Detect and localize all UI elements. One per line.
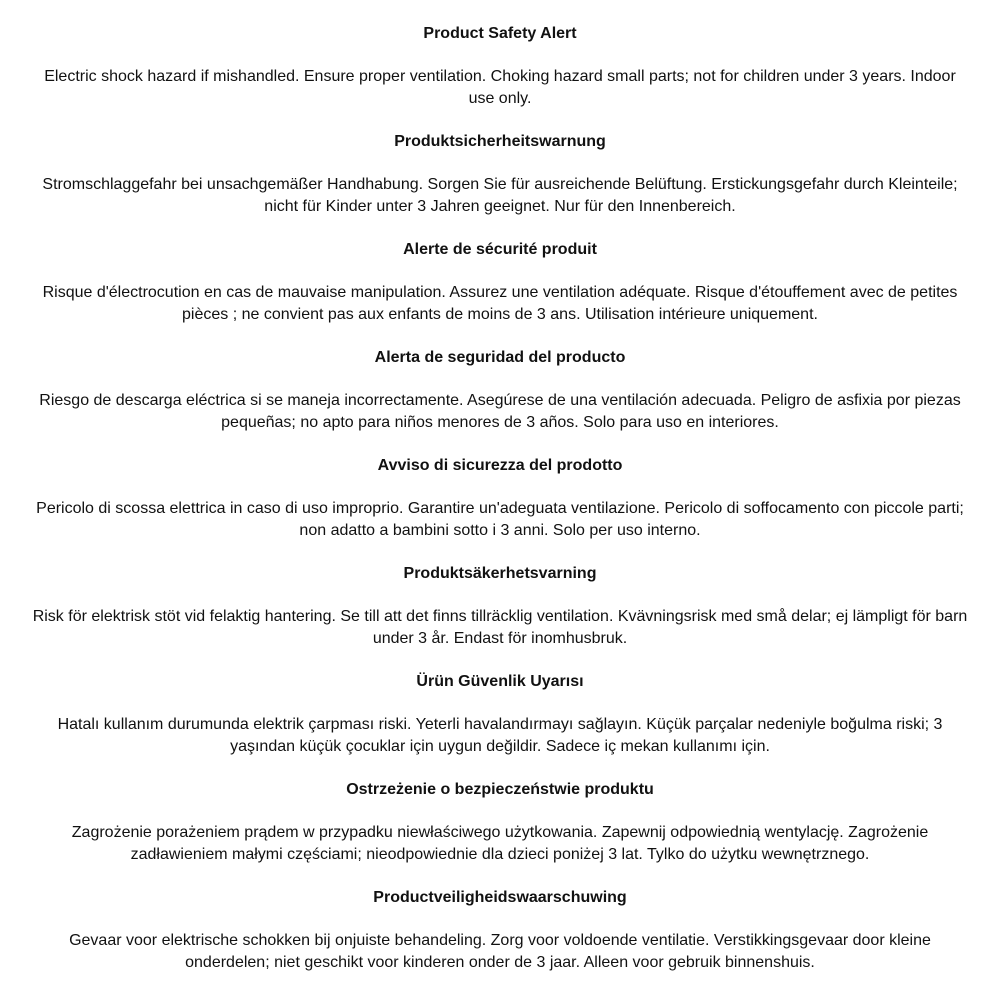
- section-turkish: [30, 672, 970, 758]
- section-body: Hatalı kullanım durumunda elektrik çarpması riski. Yeterli havalandırmayı sağlayın. Küçük parçalar nedeniyle boğulma riski; 3 yaşından küçük çocuklar için uygun değildir. Sadece iç mekan kullanımı için.: [57, 716, 943, 755]
- section-spanish: [30, 348, 970, 434]
- section-body: Risk för elektrisk stöt vid felaktig hantering. Se till att det finns tillräcklig ventilation. Kvävningsrisk med små delar; ej lämpligt för barn under 3 år. Endast för inomhusbruk.: [32, 608, 968, 647]
- section-body: Riesgo de descarga eléctrica si se maneja incorrectamente. Asegúrese de una ventilación adecuada. Peligro de asfixia por piezas pequeñas; no apto para niños menores de 3 años. Solo para uso en interiores.: [39, 392, 961, 431]
- section-body: Electric shock hazard if mishandled. Ensure proper ventilation. Choking hazard small parts; not for children under 3 years. Indoor use only.: [44, 68, 956, 107]
- section-body: Gevaar voor elektrische schokken bij onjuiste behandeling. Zorg voor voldoende ventilatie. Verstikkingsgevaar door kleine onderdelen; niet geschikt voor kinderen onder de 3 jaar. Alleen voor gebruik binnenshuis.: [69, 932, 931, 971]
- section-heading: Ostrzeżenie o bezpieczeństwie produktu: [346, 781, 654, 798]
- section-heading: Avviso di sicurezza del prodotto: [377, 457, 623, 474]
- section-german: [30, 132, 970, 218]
- section-heading: Alerta de seguridad del producto: [374, 349, 626, 366]
- section-polish: [30, 780, 970, 866]
- section-body: Risque d'électrocution en cas de mauvaise manipulation. Assurez une ventilation adéquate. Risque d'étouffement avec de petites pièces ; ne convient pas aux enfants de moins de 3 ans. Utilisation intérieure uniquement.: [42, 284, 958, 323]
- section-body: Pericolo di scossa elettrica in caso di uso improprio. Garantire un'adeguata ventilazione. Pericolo di soffocamento con piccole parti; non adatto a bambini sotto i 3 anni. Solo per uso interno.: [36, 500, 964, 539]
- section-italian: [30, 456, 970, 542]
- section-french: [30, 240, 970, 326]
- section-heading: Produktsäkerhetsvarning: [403, 565, 597, 582]
- section-body: Stromschlaggefahr bei unsachgemäßer Handhabung. Sorgen Sie für ausreichende Belüftung. Erstickungsgefahr durch Kleinteile; nicht für Kinder unter 3 Jahren geeignet. Nur für den Innenbereich.: [42, 176, 958, 215]
- section-body: Zagrożenie porażeniem prądem w przypadku niewłaściwego użytkowania. Zapewnij odpowiednią wentylację. Zagrożenie zadławieniem małymi częściami; nieodpowiednie dla dzieci poniżej 3 lat. Tylko do użytku wewnętrznego.: [71, 824, 929, 863]
- section-english: [30, 24, 970, 110]
- section-heading: Productveiligheidswaarschuwing: [373, 889, 627, 906]
- section-heading: Produktsicherheitswarnung: [394, 133, 606, 150]
- section-dutch: [30, 888, 970, 974]
- section-heading: Product Safety Alert: [423, 25, 577, 42]
- section-heading: Alerte de sécurité produit: [403, 241, 597, 258]
- section-heading: Ürün Güvenlik Uyarısı: [416, 673, 584, 690]
- section-swedish: [30, 564, 970, 650]
